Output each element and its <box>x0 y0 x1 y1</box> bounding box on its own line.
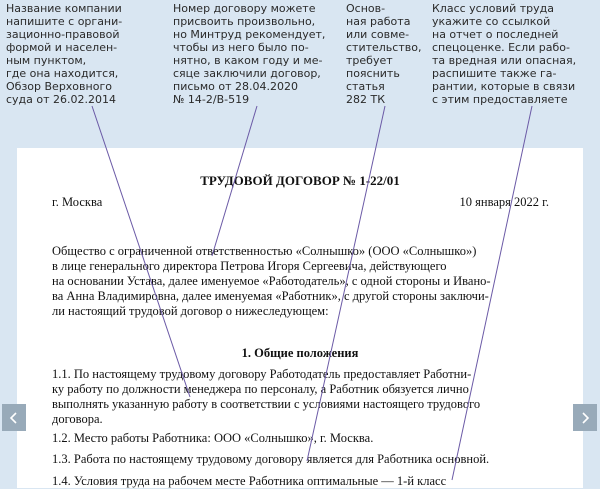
intro-line: на основании Устава, далее именуемое «Работодатель», с одной стороны и Ивано- <box>52 274 491 288</box>
chevron-right-icon <box>579 411 591 425</box>
annotation-main-job: Основ- ная работа или совме- стительство, требует пояснить статья 282 ТК <box>346 2 422 106</box>
annotation-working-conditions: Класс условий труда укажите со ссылкой на отчет о последней спецоценке. Если рабо- та вредная или опасная, распишите также га- рантии, которые в связи с этим предоставляете <box>432 2 577 106</box>
next-page-button[interactable] <box>573 404 597 431</box>
intro-line: в лице генерального директора Петрова Игоря Сергеевича, действующего <box>52 259 447 273</box>
clause-1-1-line: выполнять указанную работу в соответствии с условиями настоящего трудового <box>52 397 481 411</box>
clause-1-1-line: договора. <box>52 412 103 426</box>
clause-1-2: 1.2. Место работы Работника: ООО «Солнышко», г. Москва. <box>52 431 374 445</box>
document-city: г. Москва <box>52 195 103 209</box>
intro-line: ва Анна Владимировна, далее именуемая «Работник», с другой стороны заключи- <box>52 289 489 303</box>
chevron-left-icon <box>8 411 20 425</box>
prev-page-button[interactable] <box>2 404 26 431</box>
intro-line: ли настоящий трудовой договор о нижеследующем: <box>52 304 329 318</box>
annotation-company-name: Название компании напишите с органи- зационно-правовой формой и населен- ным пунктом, где она находится, Обзор Верховного суда от 26.02.2014 <box>6 2 123 106</box>
clause-1-1-line: ку работу по должности менеджера по персоналу, а Работник обязуется лично <box>52 382 469 396</box>
annotation-contract-number: Номер договору можете присвоить произвольно, но Минтруд рекомендует, чтобы из него было по- нятно, в каком году и ме- сяце заключили договор, письмо от 28.04.2020 № 14-2/В-519 <box>173 2 326 106</box>
clause-1-1-line: 1.1. По настоящему трудовому договору Работодатель предоставляет Работни- <box>52 367 472 381</box>
contract-document <box>17 148 583 488</box>
document-date: 10 января 2022 г. <box>459 195 549 209</box>
clause-1-4: 1.4. Условия труда на рабочем месте Работника оптимальные — 1-й класс <box>52 474 447 488</box>
section-title: 1. Общие положения <box>241 346 359 360</box>
document-title: ТРУДОВОЙ ДОГОВОР № 1-22/01 <box>200 173 400 188</box>
clause-1-3: 1.3. Работа по настоящему трудовому договору является для Работника основной. <box>52 452 490 466</box>
intro-line: Общество с ограниченной ответственностью «Солнышко» (ООО «Солнышко») <box>52 244 477 258</box>
